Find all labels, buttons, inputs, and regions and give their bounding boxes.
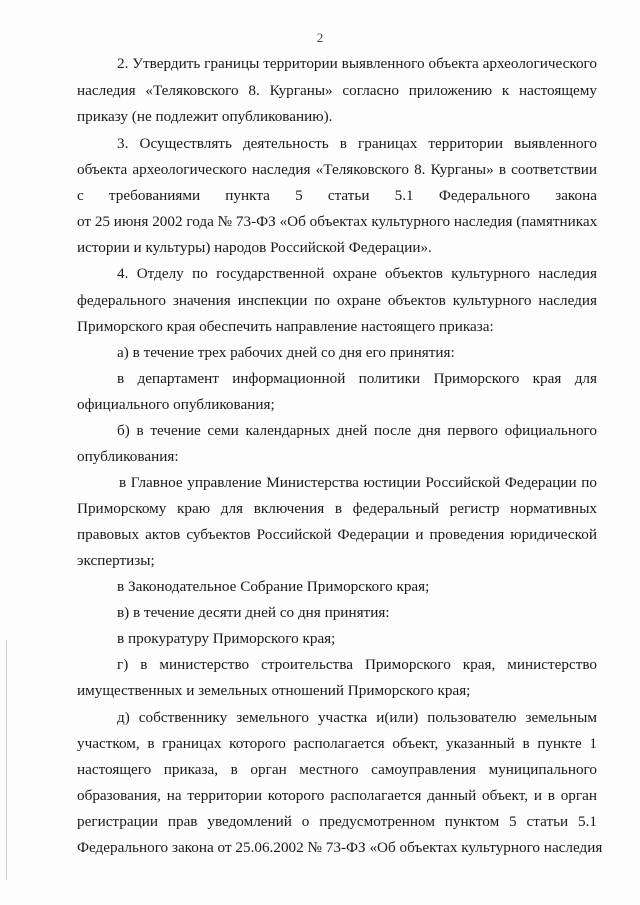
text-line: опубликования: bbox=[77, 448, 179, 465]
text-line: истории и культуры) народов Российской Федерации». bbox=[77, 239, 432, 256]
text-line: регистрации прав уведомлений о предусмотренном пунктом 5 статьи 5.1 bbox=[77, 813, 597, 830]
text-line: 3. Осуществлять деятельность в границах территории выявленного bbox=[117, 135, 597, 152]
text-line: федерального значения инспекции по охране объектов культурного наследия bbox=[77, 292, 597, 309]
text-line: с требованиями пункта 5 статьи 5.1 Федерального закона bbox=[77, 187, 597, 204]
text-line: объекта археологического наследия «Теляковского 8. Курганы» в соответствии bbox=[77, 161, 597, 178]
text-line: правовых актов субъектов Российской Федерации и проведения юридической bbox=[77, 526, 597, 543]
scan-edge-line bbox=[6, 640, 7, 880]
text-line: официального опубликования; bbox=[77, 396, 275, 413]
text-line: в) в течение десяти дней со дня принятия: bbox=[117, 604, 390, 621]
text-line: участком, в границах которого располагается объект, указанный в пункте 1 bbox=[77, 735, 597, 752]
text-line: экспертизы; bbox=[77, 552, 155, 569]
text-line: г) в министерство строительства Приморского края, министерство bbox=[117, 656, 597, 673]
text-line: 4. Отделу по государственной охране объектов культурного наследия bbox=[117, 265, 597, 282]
text-line: в прокуратуру Приморского края; bbox=[117, 630, 336, 647]
text-line: приказу (не подлежит опубликованию). bbox=[77, 108, 333, 125]
text-line: 2. Утвердить границы территории выявленного объекта археологического bbox=[117, 55, 597, 72]
text-line: в Главное управление Министерства юстиции Российской Федерации по bbox=[119, 474, 597, 491]
text-line: Приморского края обеспечить направление настоящего приказа: bbox=[77, 318, 494, 335]
text-line: настоящего приказа, в орган местного самоуправления муниципального bbox=[77, 761, 597, 778]
text-line: имущественных и земельных отношений Приморского края; bbox=[77, 682, 471, 699]
text-line: образования, на территории которого располагается данный объект, и в орган bbox=[77, 787, 597, 804]
text-line: Приморскому краю для включения в федеральный регистр нормативных bbox=[77, 500, 597, 517]
text-line: б) в течение семи календарных дней после дня первого официального bbox=[117, 422, 597, 439]
text-line: наследия «Теляковского 8. Курганы» согласно приложению к настоящему bbox=[77, 82, 597, 99]
text-line: в Законодательное Собрание Приморского края; bbox=[117, 578, 430, 595]
text-line: д) собственнику земельного участка и(или) пользователю земельным bbox=[117, 709, 597, 726]
page-number: 2 bbox=[316, 30, 324, 45]
text-line: Федерального закона от 25.06.2002 № 73-ФЗ «Об объектах культурного наследия bbox=[77, 839, 603, 856]
text-line: в департамент информационной политики Приморского края для bbox=[117, 370, 597, 387]
text-line: а) в течение трех рабочих дней со дня его принятия: bbox=[117, 344, 455, 361]
text-line: от 25 июня 2002 года № 73-ФЗ «Об объектах культурного наследия (памятниках bbox=[77, 213, 598, 230]
